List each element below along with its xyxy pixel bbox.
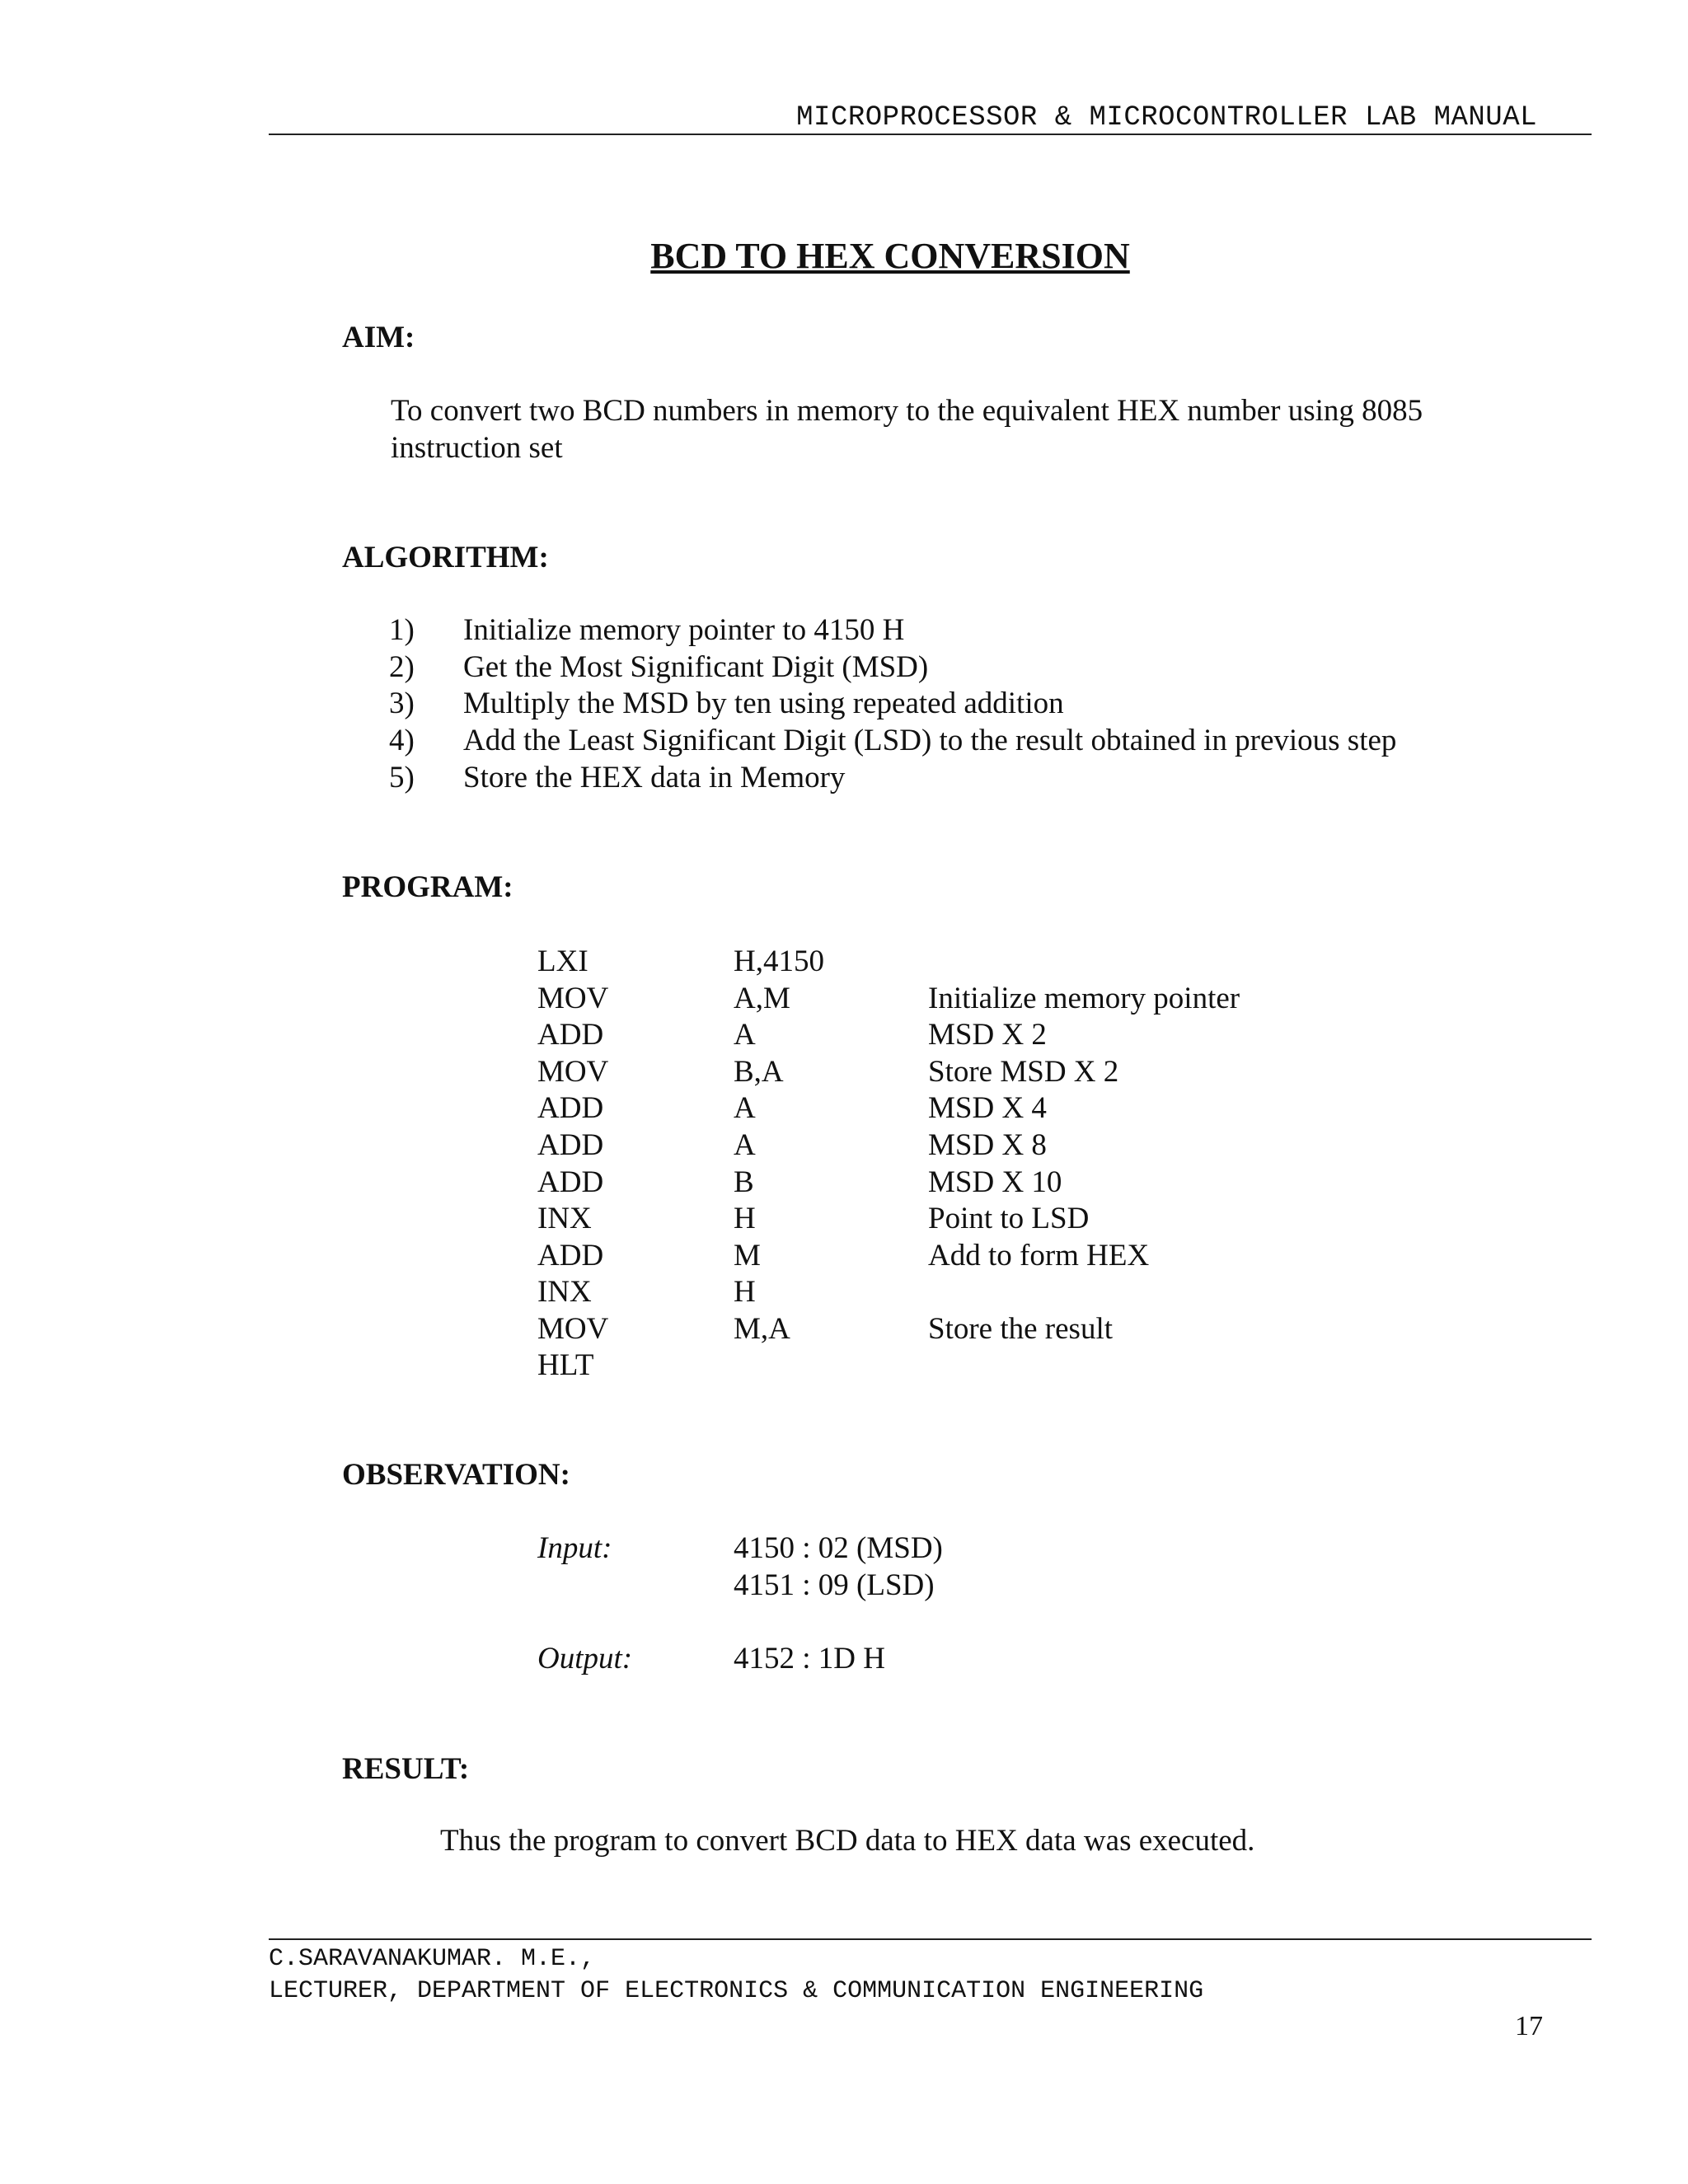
step-text: Initialize memory pointer to 4150 H — [463, 613, 905, 647]
step-text: Get the Most Significant Digit (MSD) — [463, 650, 929, 684]
code-operand: H,4150 — [734, 944, 824, 978]
code-opcode: MOV — [537, 1312, 609, 1346]
input-label: Input: — [537, 1531, 612, 1565]
code-operand: H — [734, 1202, 756, 1235]
code-operand: B,A — [734, 1055, 784, 1089]
step-number: 4) — [389, 724, 415, 757]
code-comment: Point to LSD — [928, 1202, 1090, 1235]
code-opcode: INX — [537, 1202, 592, 1235]
step-number: 1) — [389, 613, 415, 647]
code-comment: Store the result — [928, 1312, 1114, 1346]
code-comment: Initialize memory pointer — [928, 982, 1240, 1015]
input-value-msd: 4150 : 02 (MSD) — [734, 1531, 943, 1565]
code-operand: A — [734, 1091, 756, 1125]
footer-rule — [269, 1938, 1592, 1940]
observation-heading: OBSERVATION: — [342, 1458, 570, 1492]
step-text: Store the HEX data in Memory — [463, 761, 846, 794]
code-opcode: ADD — [537, 1128, 604, 1162]
aim-text-line-1: To convert two BCD numbers in memory to the equivalent HEX number using 8085 — [391, 394, 1423, 428]
running-title: MICROPROCESSOR & MICROCONTROLLER LAB MANUAL — [796, 102, 1537, 134]
step-text: Multiply the MSD by ten using repeated addition — [463, 687, 1064, 720]
result-text: Thus the program to convert BCD data to HEX data was executed. — [440, 1824, 1255, 1858]
page-header — [269, 97, 1592, 135]
step-text: Add the Least Significant Digit (LSD) to the result obtained in previous step — [463, 724, 1397, 757]
output-value: 4152 : 1D H — [734, 1642, 885, 1675]
program-heading: PROGRAM: — [342, 870, 513, 904]
code-operand: A — [734, 1128, 756, 1162]
code-opcode: ADD — [537, 1091, 604, 1125]
code-comment: MSD X 10 — [928, 1165, 1062, 1199]
code-operand: M — [734, 1239, 761, 1272]
code-comment: Add to form HEX — [928, 1239, 1150, 1272]
code-opcode: ADD — [537, 1165, 604, 1199]
step-number: 3) — [389, 687, 415, 720]
code-operand: H — [734, 1275, 756, 1309]
code-comment: MSD X 8 — [928, 1128, 1047, 1162]
algorithm-heading: ALGORITHM: — [342, 541, 549, 574]
page-title: BCD TO HEX CONVERSION — [650, 236, 1130, 276]
code-opcode: MOV — [537, 982, 609, 1015]
step-number: 2) — [389, 650, 415, 684]
footer-designation: LECTURER, DEPARTMENT OF ELECTRONICS & COMMUNICATION ENGINEERING — [269, 1977, 1204, 2005]
code-operand: B — [734, 1165, 754, 1199]
aim-text-line-2: instruction set — [391, 431, 563, 465]
code-opcode: ADD — [537, 1239, 604, 1272]
code-opcode: LXI — [537, 944, 588, 978]
output-label: Output: — [537, 1642, 633, 1675]
code-comment: MSD X 4 — [928, 1091, 1047, 1125]
code-operand: A,M — [734, 982, 790, 1015]
code-opcode: INX — [537, 1275, 592, 1309]
code-opcode: ADD — [537, 1018, 604, 1052]
page-number: 17 — [1515, 2011, 1543, 2041]
code-operand: A — [734, 1018, 756, 1052]
code-comment: MSD X 2 — [928, 1018, 1047, 1052]
code-comment: Store MSD X 2 — [928, 1055, 1119, 1089]
code-opcode: MOV — [537, 1055, 609, 1089]
footer-author: C.SARAVANAKUMAR. M.E., — [269, 1945, 596, 1973]
result-heading: RESULT: — [342, 1752, 470, 1786]
code-operand: M,A — [734, 1312, 790, 1346]
step-number: 5) — [389, 761, 415, 794]
aim-heading: AIM: — [342, 321, 415, 354]
code-opcode: HLT — [537, 1348, 594, 1382]
input-value-lsd: 4151 : 09 (LSD) — [734, 1568, 935, 1602]
